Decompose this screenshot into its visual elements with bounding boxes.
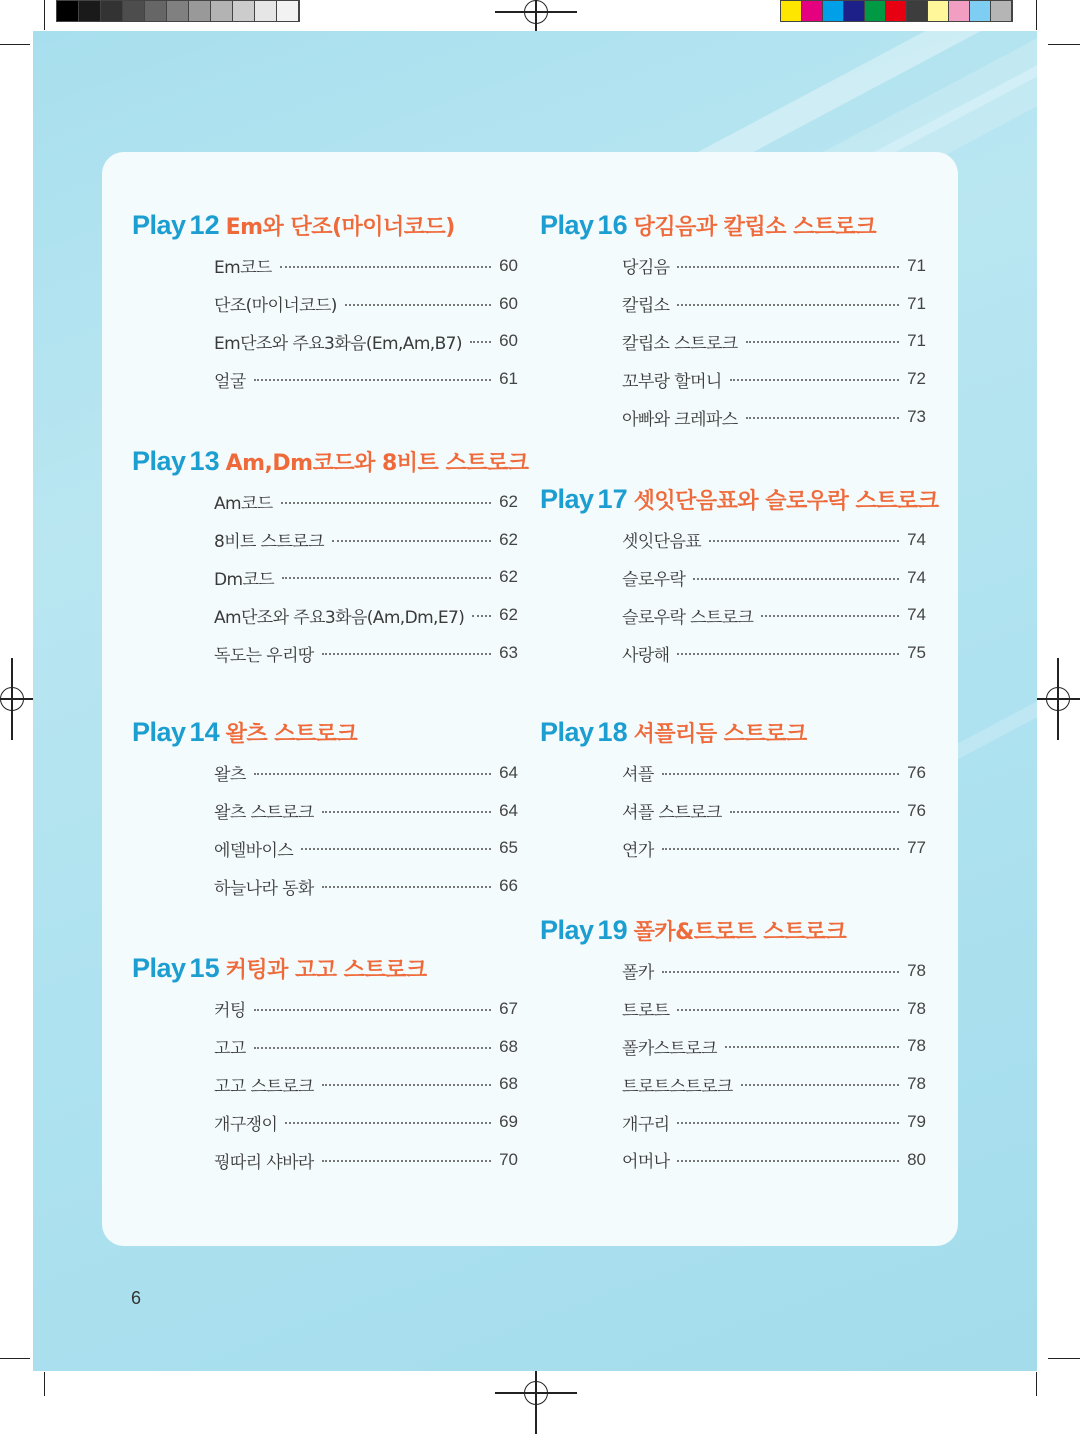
play-label: Play [540, 484, 594, 514]
section-heading[interactable] [540, 482, 939, 516]
entry-page-number: 64 [499, 800, 518, 820]
entry-page-number: 79 [907, 1112, 926, 1132]
play-number: 15 [189, 953, 220, 983]
entry-page-number: 74 [907, 529, 926, 549]
entry-page-number: 62 [499, 567, 518, 587]
entry-list [214, 754, 518, 905]
crop-mark [0, 1358, 30, 1359]
entry-page-number: 60 [499, 331, 518, 351]
toc-section [132, 444, 529, 672]
section-title: 셋잇단음표와 슬로우락 스트로크 [633, 489, 939, 514]
entry-list [622, 952, 926, 1179]
entry-title: 트로트스트로크 [622, 1076, 733, 1097]
dot-leader [761, 615, 899, 617]
toc-entry[interactable] [214, 634, 518, 672]
dot-leader [301, 848, 491, 850]
play-number: 18 [597, 717, 628, 747]
crop-mark [44, 1372, 45, 1396]
toc-entry[interactable] [214, 559, 518, 597]
gray-swatch [233, 1, 255, 21]
entry-page-number: 69 [499, 1112, 518, 1132]
gray-swatch [167, 1, 189, 21]
entry-page-number: 80 [907, 1149, 926, 1169]
dot-leader [472, 615, 491, 617]
color-swatch [907, 1, 928, 21]
toc-entry[interactable] [622, 360, 926, 398]
toc-entry[interactable] [214, 792, 518, 830]
entry-title: 고고 스트로크 [214, 1076, 314, 1097]
color-swatch [844, 1, 865, 21]
dot-leader [677, 1009, 899, 1011]
dot-leader [693, 578, 899, 580]
section-heading[interactable] [132, 208, 518, 242]
toc-entry[interactable] [622, 952, 926, 990]
toc-entry[interactable] [622, 1028, 926, 1066]
dot-leader [730, 379, 899, 381]
dot-leader [322, 1160, 491, 1162]
entry-title: 꼬부랑 할머니 [622, 371, 722, 392]
toc-entry[interactable] [214, 360, 518, 398]
dot-leader [345, 304, 491, 306]
entry-title: 칼립소 [622, 296, 670, 317]
dot-leader [285, 1122, 491, 1124]
entry-title: 왈츠 스트로크 [214, 803, 314, 824]
gray-swatch [79, 1, 101, 21]
dot-leader [254, 379, 491, 381]
entry-page-number: 61 [499, 369, 518, 389]
entry-title: 고고 [214, 1039, 246, 1060]
dot-leader [281, 502, 491, 504]
color-swatch [802, 1, 823, 21]
dot-leader [322, 811, 491, 813]
entry-title: 단조(마이너코드) [214, 296, 337, 317]
dot-leader [677, 1122, 899, 1124]
entry-page-number: 62 [499, 529, 518, 549]
toc-section [540, 482, 939, 672]
entry-title: Dm코드 [214, 569, 275, 590]
entry-title: 개구쟁이 [214, 1114, 278, 1135]
section-heading[interactable] [132, 715, 518, 749]
entry-page-number: 74 [907, 605, 926, 625]
toc-entry[interactable] [622, 597, 926, 635]
entry-list [214, 990, 518, 1179]
entry-page-number: 78 [907, 1074, 926, 1094]
entry-title: 폴카 [622, 963, 654, 984]
play-label: Play [132, 717, 186, 747]
toc-section [132, 951, 518, 1179]
entry-title: 연가 [622, 840, 654, 861]
entry-page-number: 71 [907, 293, 926, 313]
toc-entry[interactable] [622, 1103, 926, 1141]
entry-title: 슬로우락 스트로크 [622, 607, 754, 628]
entry-page-number: 74 [907, 567, 926, 587]
entry-page-number: 65 [499, 838, 518, 858]
entry-page-number: 71 [907, 331, 926, 351]
play-number: 12 [189, 210, 220, 240]
dot-leader [332, 540, 491, 542]
entry-page-number: 77 [907, 838, 926, 858]
entry-list [622, 247, 926, 436]
dot-leader [730, 811, 899, 813]
toc-entry[interactable] [622, 634, 926, 672]
crop-mark [1048, 44, 1080, 45]
entry-title: 에델바이스 [214, 840, 294, 861]
gray-swatch [277, 1, 299, 21]
dot-leader [470, 341, 491, 343]
toc-entry[interactable] [214, 990, 518, 1028]
crop-mark [1036, 0, 1037, 30]
dot-leader [282, 577, 491, 579]
gray-swatch [123, 1, 145, 21]
toc-entry[interactable] [214, 867, 518, 905]
registration-mark-top [524, 0, 548, 24]
section-title: 커팅과 고고 스트로크 [225, 958, 427, 983]
section-heading[interactable] [540, 208, 926, 242]
entry-page-number: 63 [499, 643, 518, 663]
entry-page-number: 62 [499, 491, 518, 511]
entry-list [622, 521, 926, 672]
entry-page-number: 60 [499, 293, 518, 313]
toc-entry[interactable] [214, 483, 518, 521]
entry-list [622, 754, 926, 867]
entry-page-number: 71 [907, 255, 926, 275]
entry-title: 슬로우락 [622, 570, 686, 591]
dot-leader [662, 848, 899, 850]
crop-mark [0, 44, 30, 45]
entry-title: Em코드 [214, 258, 272, 279]
entry-title: 얼굴 [214, 371, 246, 392]
color-swatch [823, 1, 844, 21]
toc-entry[interactable] [622, 559, 926, 597]
dot-leader [322, 1084, 491, 1086]
dot-leader [677, 266, 899, 268]
toc-entry[interactable] [214, 1103, 518, 1141]
toc-entry[interactable] [622, 1065, 926, 1103]
play-label: Play [540, 717, 594, 747]
section-heading[interactable] [132, 951, 518, 985]
color-swatch [865, 1, 886, 21]
play-number: 13 [189, 446, 220, 476]
toc-entry[interactable] [622, 792, 926, 830]
entry-page-number: 73 [907, 407, 926, 427]
color-bar [780, 0, 1013, 22]
play-label: Play [540, 210, 594, 240]
grayscale-bar [56, 0, 300, 22]
registration-mark-left [0, 687, 24, 711]
dot-leader [254, 773, 491, 775]
entry-page-number: 67 [499, 998, 518, 1018]
entry-title: 독도는 우리땅 [214, 645, 314, 666]
entry-page-number: 76 [907, 800, 926, 820]
entry-title: 셔플 [622, 765, 654, 786]
entry-page-number: 76 [907, 762, 926, 782]
dot-leader [677, 304, 899, 306]
dot-leader [677, 653, 899, 655]
registration-mark-bottom [524, 1381, 548, 1405]
entry-title: 트로트 [622, 1001, 670, 1022]
entry-page-number: 78 [907, 1036, 926, 1056]
toc-section [540, 913, 926, 1179]
toc-entry[interactable] [214, 285, 518, 323]
toc-entry[interactable] [214, 830, 518, 868]
play-label: Play [132, 953, 186, 983]
toc-entry[interactable] [214, 1066, 518, 1104]
entry-title: Am코드 [214, 494, 273, 515]
crop-mark [44, 0, 45, 30]
dot-leader [254, 1047, 491, 1049]
entry-page-number: 70 [499, 1150, 518, 1170]
color-swatch [949, 1, 970, 21]
entry-page-number: 75 [907, 643, 926, 663]
color-swatch [781, 1, 802, 21]
section-heading[interactable] [540, 715, 926, 749]
section-title: 셔플리듬 스트로크 [633, 722, 807, 747]
crop-mark [1048, 1358, 1080, 1359]
dot-leader [741, 1084, 899, 1086]
entry-page-number: 78 [907, 998, 926, 1018]
entry-list [214, 247, 518, 398]
section-title: 폴카&트로트 스트로크 [633, 920, 847, 945]
dot-leader [709, 540, 899, 542]
toc-entry[interactable] [622, 990, 926, 1028]
entry-page-number: 62 [499, 605, 518, 625]
entry-title: 셋잇단음표 [622, 532, 702, 553]
color-swatch [928, 1, 949, 21]
toc-entry[interactable] [622, 398, 926, 436]
toc-entry[interactable] [622, 1141, 926, 1179]
play-label: Play [540, 915, 594, 945]
dot-leader [280, 266, 491, 268]
gray-swatch [145, 1, 167, 21]
entry-title: 하늘나라 동화 [214, 878, 314, 899]
crop-mark [1036, 1372, 1037, 1396]
dot-leader [322, 653, 491, 655]
play-label: Play [132, 446, 186, 476]
entry-title: 어머나 [622, 1152, 670, 1173]
play-number: 14 [189, 717, 220, 747]
play-number: 16 [597, 210, 628, 240]
play-number: 19 [597, 915, 628, 945]
toc-entry[interactable] [214, 247, 518, 285]
entry-page-number: 60 [499, 255, 518, 275]
dot-leader [746, 341, 900, 343]
section-title: 당김음과 칼립소 스트로크 [633, 215, 877, 240]
toc-entry[interactable] [214, 1028, 518, 1066]
entry-title: 왈츠 [214, 765, 246, 786]
color-swatch [991, 1, 1012, 21]
toc-entry[interactable] [214, 596, 518, 634]
entry-title: 개구리 [622, 1114, 670, 1135]
dot-leader [677, 1160, 899, 1162]
entry-page-number: 68 [499, 1074, 518, 1094]
toc-section [132, 715, 518, 905]
color-swatch [886, 1, 907, 21]
entry-title: 8비트 스트로크 [214, 532, 324, 553]
gray-swatch [189, 1, 211, 21]
dot-leader [725, 1046, 899, 1048]
entry-title: 당김음 [622, 258, 670, 279]
toc-entry[interactable] [214, 521, 518, 559]
gray-swatch [101, 1, 123, 21]
toc-entry[interactable] [622, 285, 926, 323]
entry-list [214, 483, 518, 672]
entry-title: 칼립소 스트로크 [622, 333, 738, 354]
entry-title: 폴카스트로크 [622, 1038, 717, 1059]
section-title: Am,Dm코드와 8비트 스트로크 [225, 451, 529, 476]
entry-title: 아빠와 크레파스 [622, 409, 738, 430]
toc-section [540, 208, 926, 436]
entry-page-number: 72 [907, 369, 926, 389]
play-label: Play [132, 210, 186, 240]
toc-entry[interactable] [622, 323, 926, 361]
toc-entry[interactable] [622, 830, 926, 868]
toc-section [132, 208, 518, 398]
gray-swatch [255, 1, 277, 21]
entry-page-number: 64 [499, 762, 518, 782]
registration-mark-right [1046, 687, 1070, 711]
dot-leader [254, 1009, 491, 1011]
toc-section [540, 715, 926, 867]
entry-title: 사랑해 [622, 645, 670, 666]
section-heading[interactable] [540, 913, 926, 947]
page-number: 6 [131, 1288, 142, 1308]
dot-leader [662, 773, 899, 775]
toc-entry[interactable] [214, 754, 518, 792]
entry-page-number: 68 [499, 1036, 518, 1056]
toc-entry[interactable] [622, 247, 926, 285]
toc-entry[interactable] [622, 521, 926, 559]
section-title: 왈츠 스트로크 [225, 722, 358, 747]
dot-leader [662, 971, 899, 973]
entry-page-number: 78 [907, 960, 926, 980]
section-heading[interactable] [132, 444, 529, 478]
entry-title: Em단조와 주요3화음(Em,Am,B7) [214, 333, 462, 354]
color-swatch [970, 1, 991, 21]
dot-leader [322, 886, 491, 888]
section-title: Em와 단조(마이너코드) [225, 215, 455, 240]
toc-entry[interactable] [214, 1141, 518, 1179]
play-number: 17 [597, 484, 628, 514]
entry-title: 셔플 스트로크 [622, 803, 722, 824]
toc-entry[interactable] [622, 754, 926, 792]
gray-swatch [211, 1, 233, 21]
entry-title: Am단조와 주요3화음(Am,Dm,E7) [214, 607, 465, 628]
toc-entry[interactable] [214, 323, 518, 361]
gray-swatch [57, 1, 79, 21]
entry-title: 커팅 [214, 1001, 246, 1022]
entry-title: 꿩따리 샤바라 [214, 1152, 314, 1173]
entry-page-number: 66 [499, 876, 518, 896]
dot-leader [746, 417, 900, 419]
